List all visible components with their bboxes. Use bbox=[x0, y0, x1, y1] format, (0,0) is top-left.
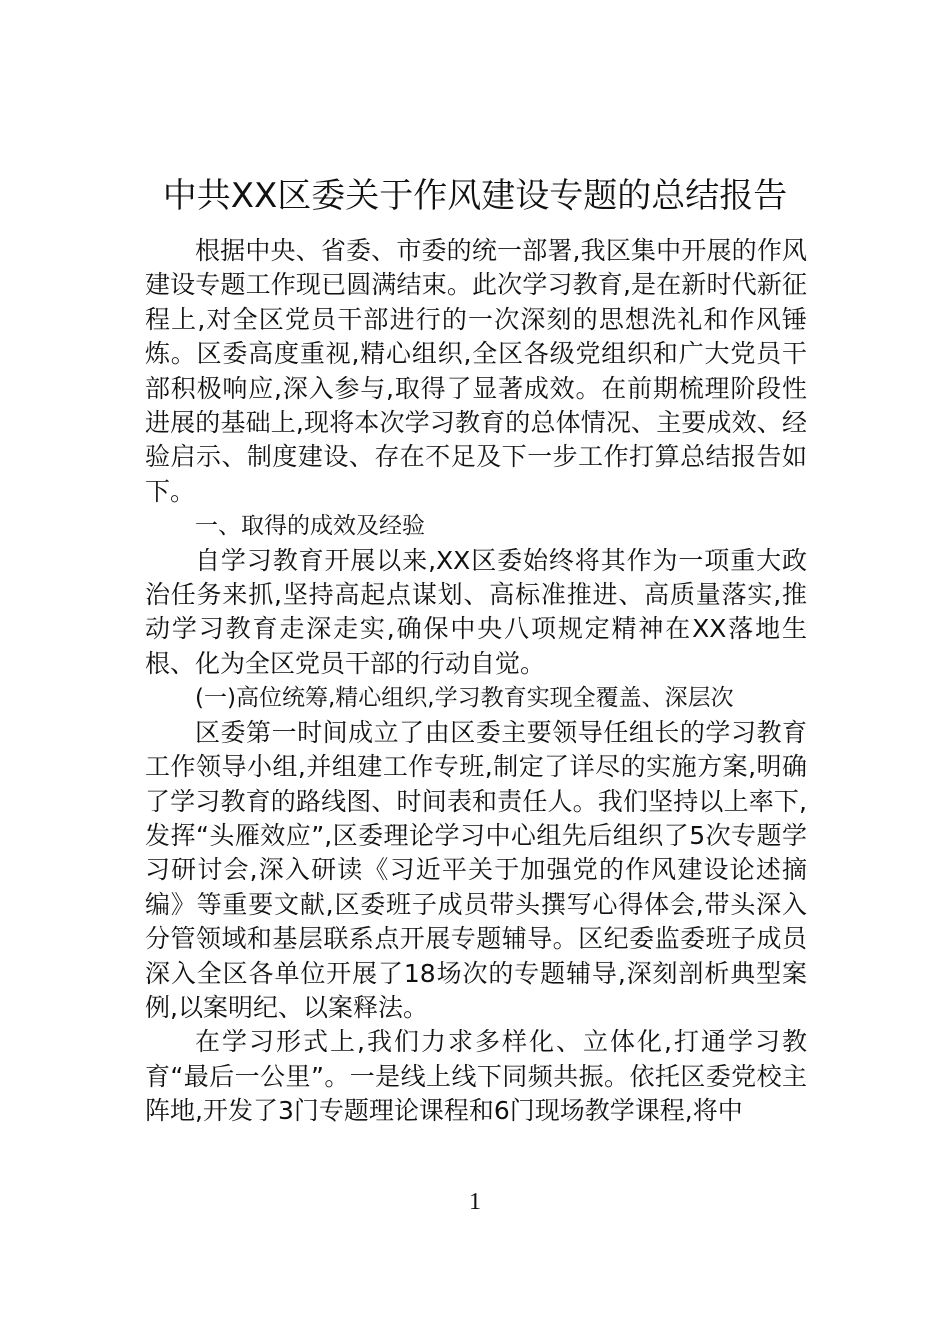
document-body bbox=[145, 234, 807, 1129]
intro-paragraph: 根据中央、省委、市委的统一部署,我区集中开展的作风建设专题工作现已圆满结束。此次学习教育,是在新时代新征程上,对全区党员干部进行的一次深刻的思想洗礼和作风锤炼。区委高度重视,精心组织,全区各级党组织和广大党员干部积极响应,深入参与,取得了显著成效。在前期梳理阶段性进展的基础上,现将本次学习教育的总体情况、主要成效、经验启示、制度建设、存在不足及下一步工作打算总结报告如下。 bbox=[145, 236, 807, 506]
achievements-paragraph: 自学习教育开展以来,XX区委始终将其作为一项重大政治任务来抓,坚持高起点谋划、高标准推进、高质量落实,推动学习教育走深走实,确保中央八项规定精神在XX落地生根、化为全区党员干部的行动自觉。 bbox=[145, 545, 807, 678]
section-heading-achievements: 一、取得的成效及经验 bbox=[195, 513, 425, 540]
page-number: 1 bbox=[469, 1189, 481, 1215]
organization-paragraph: 区委第一时间成立了由区委主要领导任组长的学习教育工作领导小组,并组建工作专班,制定了详尽的实施方案,明确了学习教育的路线图、时间表和责任人。我们坚持以上率下,发挥“头雁效应”,区委理论学习中心组先后组织了5次专题学习研讨会,深入研读《习近平关于加强党的作风建设论述摘编》等重要文献,区委班子成员带头撰写心得体会,带头深入分管领域和基层联系点开展专题辅导。区纪委监委班子成员深入全区各单位开展了18场次的专题辅导,深刻剖析典型案例,以案明纪、以案释法。 bbox=[145, 717, 807, 1022]
document-title: 中共XX区委关于作风建设专题的总结报告 bbox=[162, 176, 788, 216]
learning-format-paragraph: 在学习形式上,我们力求多样化、立体化,打通学习教育“最后一公里”。一是线上线下同频共振。依托区委党校主阵地,开发了3门专题理论课程和6门现场教学课程,将中 bbox=[145, 1027, 807, 1126]
subsection-heading-organization: (一)高位统筹,精心组织,学习教育实现全覆盖、深层次 bbox=[195, 685, 734, 712]
